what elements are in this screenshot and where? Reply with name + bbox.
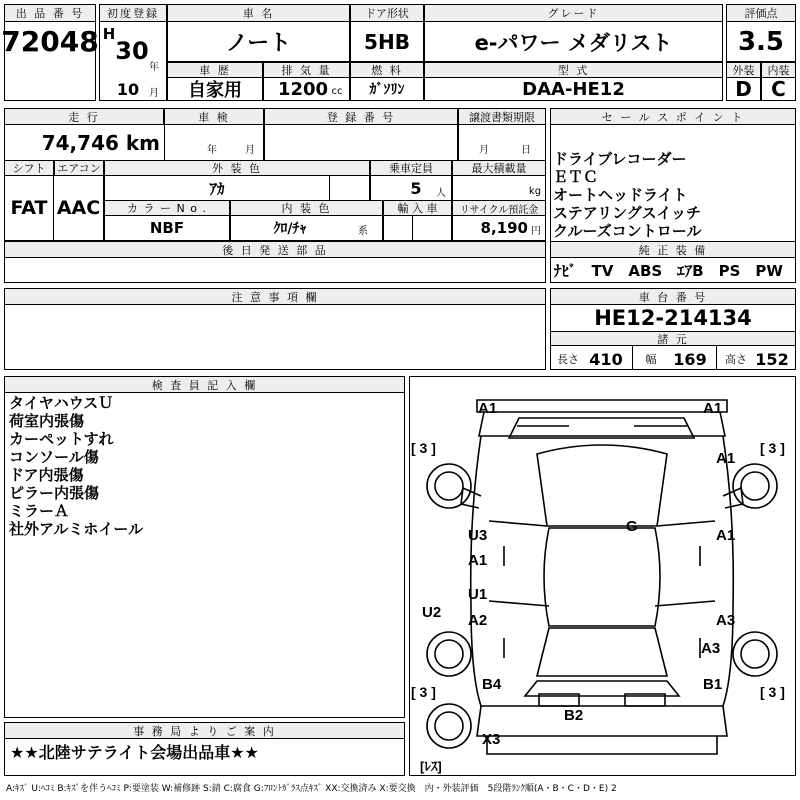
inspector-remarks [9,394,143,538]
damage-mark: A2 [468,612,488,629]
model-code: DAA-HE12 [522,78,625,100]
remark-item: ミラーＡ [9,502,70,520]
inspector-label: 検 査 員 記 入 欄 [4,376,405,393]
interior-color-label: 内 装 色 [230,200,383,216]
transfer-day-unit: 日 [521,144,531,156]
interior-color-suffix: 系 [358,225,368,237]
car-name: ノート [225,31,292,56]
remark-item: コンソール傷 [9,448,99,466]
damage-mark: A1 [478,400,498,417]
max-load-unit: kg [528,185,542,197]
tire-tread-mark: [ 3 ] [411,440,436,456]
remark-item: ピラー内張傷 [9,484,100,502]
exterior-color-extra-cell [329,175,370,201]
tire-tread-mark: [ 3 ] [760,684,785,700]
sales-point-item: オートヘッドライト [553,186,688,204]
sales-points-list [553,150,702,240]
era: H [102,25,116,43]
door-type-label: ドア形状 [350,4,424,22]
lot-number-label: 出 品 番 号 [4,4,96,22]
specs-label: 諸 元 [550,331,796,346]
max-load-label: 最大積載量 [452,160,546,176]
legend: A:ｷｽﾞ U:ﾍｺﾐ B:ｷｽﾞを伴うﾍｺﾐ P:要塗装 W:補修跡 S:錆 C:腐食 G:ﾌﾛﾝﾄｶﾞﾗｽ点ｷｽﾞ XX:交換済み X:要交換 内・外装評価 5段階ﾗﾝｸ順(A・B・C・D・E) 2 [6,784,617,794]
year-unit: 年 [149,61,159,73]
history: 自家用 [188,80,242,101]
plate-cell [264,124,458,161]
damage-mark: B1 [703,676,723,693]
displacement-unit: cc [331,85,343,97]
tire-tread-mark: [ 3 ] [411,684,436,700]
width: 169 [673,349,707,369]
height-label: 高さ [725,353,747,366]
tire-tread-mark: [ 3 ] [760,440,785,456]
interior-grade: C [771,77,786,101]
grade-label: グレード [424,4,723,22]
inspection-label: 車 検 [164,108,264,125]
equipment-label: 純 正 装 備 [550,241,796,258]
interior-grade-label: 内装 [761,62,796,78]
length-label: 長さ [557,353,579,366]
transfer-month-unit: 月 [479,144,489,156]
exterior-grade: D [735,77,752,101]
recycle-fee-label: リサイクル預託金 [452,200,546,216]
office-label: 事 務 局 よ り ご 案 内 [4,722,405,739]
interior-color: ｸﾛ/ﾁｬ [273,221,307,237]
capacity-unit: 人 [436,187,446,199]
chassis-number: HE12-214134 [594,306,752,330]
damage-mark: A1 [716,450,736,467]
car-diagram [409,376,796,776]
exterior-color-label: 外 装 色 [104,160,370,176]
height: 152 [755,349,789,369]
remark-item: 荷室内張傷 [9,412,85,430]
plate-label: 登 録 番 号 [264,108,458,125]
first-registration-label: 初度登録 [99,4,167,22]
width-label: 幅 [645,353,657,366]
damage-mark: G [626,518,638,535]
recycle-fee-unit: 円 [531,225,541,237]
remark-item: カーペットすれ [9,430,114,448]
remark-item: 社外アルミホイール [9,520,144,538]
air-conditioner: AAC [56,197,101,219]
inspection-month-unit: 月 [245,144,255,156]
later-parts-label: 後 日 発 送 部 品 [4,241,546,258]
fuel: ｶﾞｿﾘﾝ [369,82,405,98]
notes-label: 注 意 事 項 欄 [4,288,546,305]
door-type: 5HB [364,29,410,54]
remark-item: ドア内張傷 [9,466,84,484]
transfer-deadline-label: 譲渡書類期限 [458,108,546,125]
car-name-label: 車 名 [167,4,350,22]
import-cell-2 [412,215,452,241]
model-label: 型 式 [424,62,723,78]
inspection-year-unit: 年 [207,144,217,156]
import-label: 輸 入 車 [383,200,452,216]
damage-mark: A3 [701,640,721,657]
damage-mark: B2 [564,707,584,724]
mileage: 74,746 km [41,131,160,155]
import-cell-1 [383,215,413,241]
sales-point-item: クルーズコントロール [553,222,702,240]
month-unit: 月 [149,87,159,99]
capacity-label: 乗車定員 [370,160,452,176]
ac-label: エアコン [54,160,104,176]
damage-mark: B4 [482,676,502,693]
lot-number: 72048 [1,24,99,58]
damage-mark: A1 [703,400,723,417]
grade: e-パワー メダリスト [474,30,673,55]
shift-label: シフト [4,160,54,176]
displacement: 1200 [277,78,329,100]
history-label: 車 歴 [167,62,263,78]
sales-point-item: ステアリングスイッチ [553,204,702,222]
recycle-fee: 8,190 [480,219,528,237]
damage-mark: A1 [468,552,488,569]
shift: FAT [10,197,48,219]
damage-mark: U3 [468,527,488,544]
length: 410 [589,349,623,369]
capacity: 5 [410,178,422,198]
color-number-label: カ ラ ー N o . [104,200,230,216]
color-number: NBF [149,219,185,237]
spare-tire-mark: [ﾚｽ] [420,759,442,774]
registration-month: 10 [116,79,140,99]
damage-mark: A1 [716,527,736,544]
damage-mark: U2 [422,604,442,621]
registration-year: 30 [115,37,149,65]
displacement-label: 排 気 量 [263,62,350,78]
score-label: 評価点 [726,4,796,22]
sales-points-label: セ ー ル ス ポ イ ン ト [550,108,796,125]
remark-item: タイヤハウスＵ [9,394,114,412]
score: 3.5 [737,26,785,57]
chassis-label: 車 台 番 号 [550,288,796,305]
damage-mark: U1 [468,586,488,603]
damage-mark: A3 [716,612,736,629]
mileage-label: 走 行 [4,108,164,125]
exterior-color: ｱｶ [209,179,225,198]
sales-point-item: ＥＴＣ [553,168,599,186]
sales-point-item: ドライブレコーダー [553,150,687,168]
fuel-label: 燃 料 [350,62,424,78]
office-message: ★★北陸サテライト会場出品車★★ [10,742,259,762]
equipment: ﾅﾋﾞ TV ABS ｴｱB PS PW [554,262,783,280]
exterior-grade-label: 外装 [726,62,761,78]
damage-mark: X3 [482,731,501,748]
